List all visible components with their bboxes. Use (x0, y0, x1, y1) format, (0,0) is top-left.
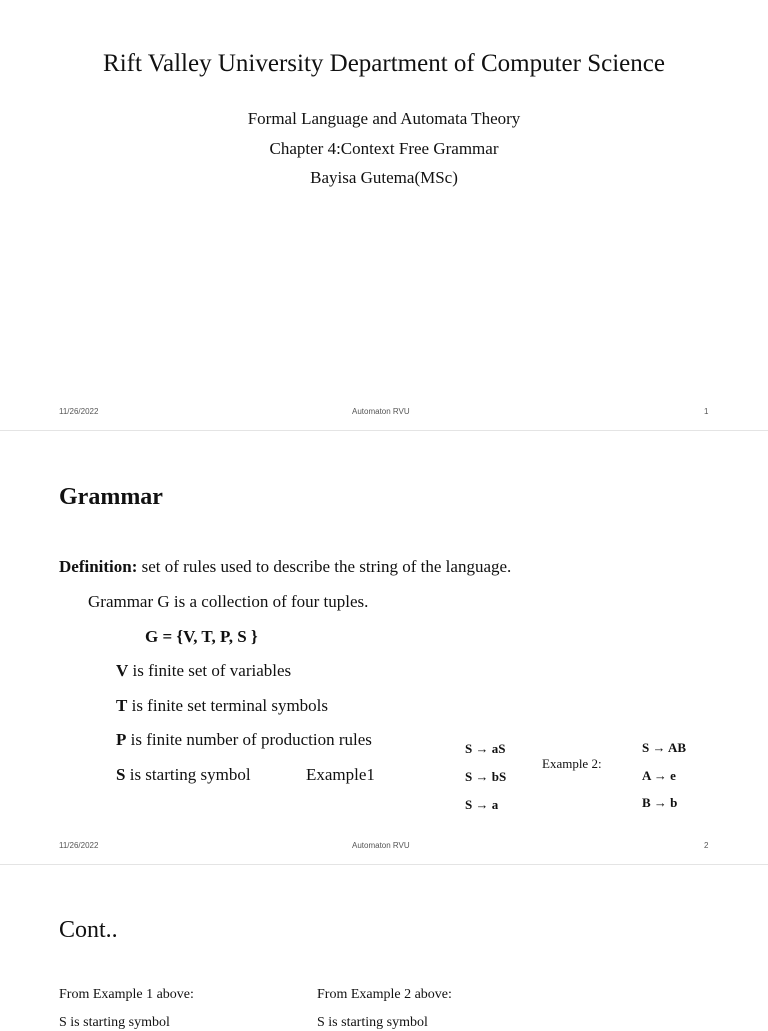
footer-date: 11/26/2022 (59, 407, 99, 416)
tuple-description: is starting symbol (125, 765, 251, 784)
tuple-symbol: P (116, 730, 127, 749)
tuple-symbol: T (116, 696, 128, 715)
tuple-item-s (116, 765, 251, 785)
slide-heading: Grammar (59, 484, 163, 510)
grammar-tuple: G = {V, T, P, S } (145, 627, 258, 646)
example2-label: Example 2: (542, 756, 602, 771)
column-2-title: From Example 2 above: (317, 987, 452, 1002)
slide-title: Rift Valley University Department of Computer Science (103, 50, 665, 77)
example2-rule: A → e (642, 768, 676, 783)
slide-heading: Cont.. (59, 917, 118, 943)
footer-page: 1 (704, 407, 709, 416)
column-1-title: From Example 1 above: (59, 987, 194, 1002)
tuple-symbol: V (116, 661, 129, 680)
definition (59, 557, 511, 577)
column-1-line: S is starting symbol (59, 1015, 170, 1030)
tuple-description: is finite set terminal symbols (127, 696, 329, 715)
footer-page: 2 (704, 841, 709, 850)
footer-date: 11/26/2022 (59, 841, 99, 850)
tuple-description: is finite set of variables (128, 661, 292, 680)
tuple-item-v (116, 661, 291, 681)
column-2-line: S is starting symbol (317, 1015, 428, 1030)
example2-rule: S → AB (642, 740, 687, 755)
tuple-item-p (116, 730, 372, 750)
definition-label: Definition: (59, 557, 138, 576)
example1-rule: S → bS (465, 769, 507, 784)
author-name: Bayisa Gutema(MSc) (310, 168, 458, 187)
tuple-item-t (116, 696, 328, 716)
tuple-description: is finite number of production rules (126, 730, 372, 749)
grammar-intro: Grammar G is a collection of four tuples. (88, 592, 369, 611)
footer-center: Automaton RVU (352, 407, 410, 416)
example1-rule: S → aS (465, 741, 506, 756)
slide-separator (0, 430, 768, 431)
footer-center: Automaton RVU (352, 841, 410, 850)
definition-text: set of rules used to describe the string of the language. (137, 557, 512, 576)
example1-label: Example1 (306, 765, 375, 784)
example1-rule: S → a (465, 797, 499, 812)
chapter-title: Chapter 4:Context Free Grammar (269, 139, 499, 158)
tuple-symbol: S (116, 765, 126, 784)
example2-rule: B → b (642, 795, 678, 810)
course-title: Formal Language and Automata Theory (247, 109, 521, 128)
slide-separator (0, 864, 768, 865)
